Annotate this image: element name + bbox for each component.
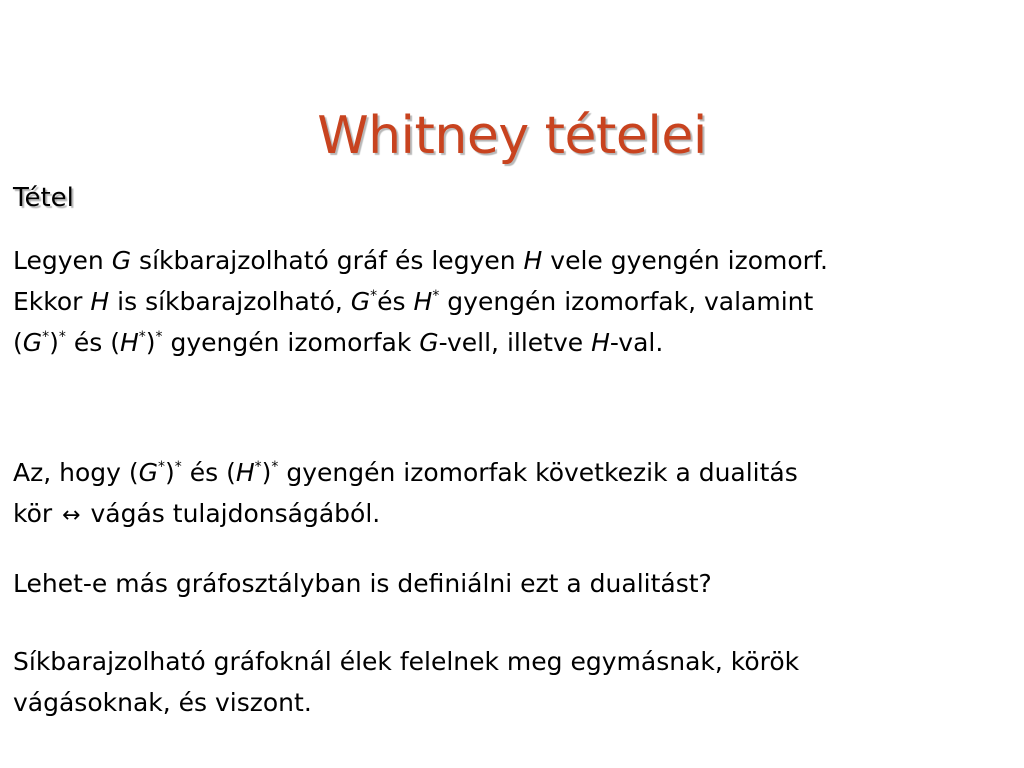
graph-g: G bbox=[419, 328, 439, 357]
text-fragment: és bbox=[377, 287, 414, 316]
graph-h: H bbox=[119, 328, 139, 357]
dual-star: * bbox=[158, 459, 165, 475]
text-fragment: síkbarajzolható gráf és legyen bbox=[131, 246, 524, 275]
dual-star: * bbox=[370, 288, 378, 304]
graph-h: H bbox=[90, 287, 110, 316]
graph-g: G bbox=[22, 328, 43, 357]
dual-star: * bbox=[155, 329, 163, 345]
text-fragment: gyengén izomorfak következik a dualitás bbox=[278, 458, 798, 487]
text-fragment: Ekkor bbox=[13, 287, 91, 316]
graph-g: G bbox=[350, 287, 371, 316]
dual-star: * bbox=[432, 288, 440, 304]
text-fragment: ) bbox=[261, 458, 272, 487]
graph-h: H bbox=[591, 328, 610, 357]
graph-h: H bbox=[413, 287, 433, 316]
text-fragment: vele gyengén izomorf. bbox=[542, 246, 828, 275]
text-fragment: és ( bbox=[181, 458, 236, 487]
duality-line-2 bbox=[13, 493, 798, 536]
graph-g: G bbox=[111, 246, 132, 275]
text-fragment: Legyen bbox=[13, 246, 112, 275]
text-fragment: -vell, illetve bbox=[438, 328, 592, 357]
theorem-heading: Tétel bbox=[13, 183, 74, 213]
question-paragraph: Lehet-e más gráfosztályban is definiálni ezt a dualitást? bbox=[13, 569, 712, 598]
text-fragment: ) bbox=[165, 458, 175, 487]
theorem-line-2 bbox=[13, 281, 828, 322]
text-fragment: ( bbox=[13, 328, 23, 357]
theorem-paragraph bbox=[13, 240, 828, 363]
dual-star: * bbox=[174, 459, 182, 475]
dual-star: * bbox=[138, 329, 146, 345]
text-fragment: ) bbox=[49, 328, 59, 357]
slide-title: Whitney tételei bbox=[317, 106, 707, 166]
dual-star: * bbox=[254, 459, 262, 475]
left-right-arrow-icon: ↔ bbox=[62, 503, 81, 528]
text-fragment: gyengén izomorfak, valamint bbox=[439, 287, 814, 316]
dual-star: * bbox=[58, 329, 66, 345]
text-fragment: kör bbox=[13, 499, 61, 528]
graph-h: H bbox=[523, 246, 543, 275]
answer-line-2: vágásoknak, és viszont. bbox=[13, 688, 312, 717]
text-fragment: ) bbox=[145, 328, 156, 357]
answer-paragraph bbox=[13, 641, 799, 723]
text-fragment: -val. bbox=[609, 328, 664, 357]
text-fragment: Az, hogy ( bbox=[13, 458, 139, 487]
dual-star: * bbox=[271, 459, 279, 475]
graph-g: G bbox=[138, 458, 158, 487]
dual-star: * bbox=[42, 329, 50, 345]
theorem-line-1 bbox=[13, 240, 828, 281]
text-fragment: gyengén izomorfak bbox=[162, 328, 420, 357]
theorem-line-3 bbox=[13, 322, 828, 363]
duality-paragraph bbox=[13, 452, 798, 536]
graph-h: H bbox=[235, 458, 255, 487]
text-fragment: is síkbarajzolható, bbox=[109, 287, 351, 316]
duality-line-1 bbox=[13, 452, 798, 493]
text-fragment: vágás tulajdonságából. bbox=[82, 499, 381, 528]
text-fragment: és ( bbox=[65, 328, 120, 357]
answer-line-1: Síkbarajzolható gráfoknál élek felelnek meg egymásnak, körök bbox=[13, 647, 800, 676]
